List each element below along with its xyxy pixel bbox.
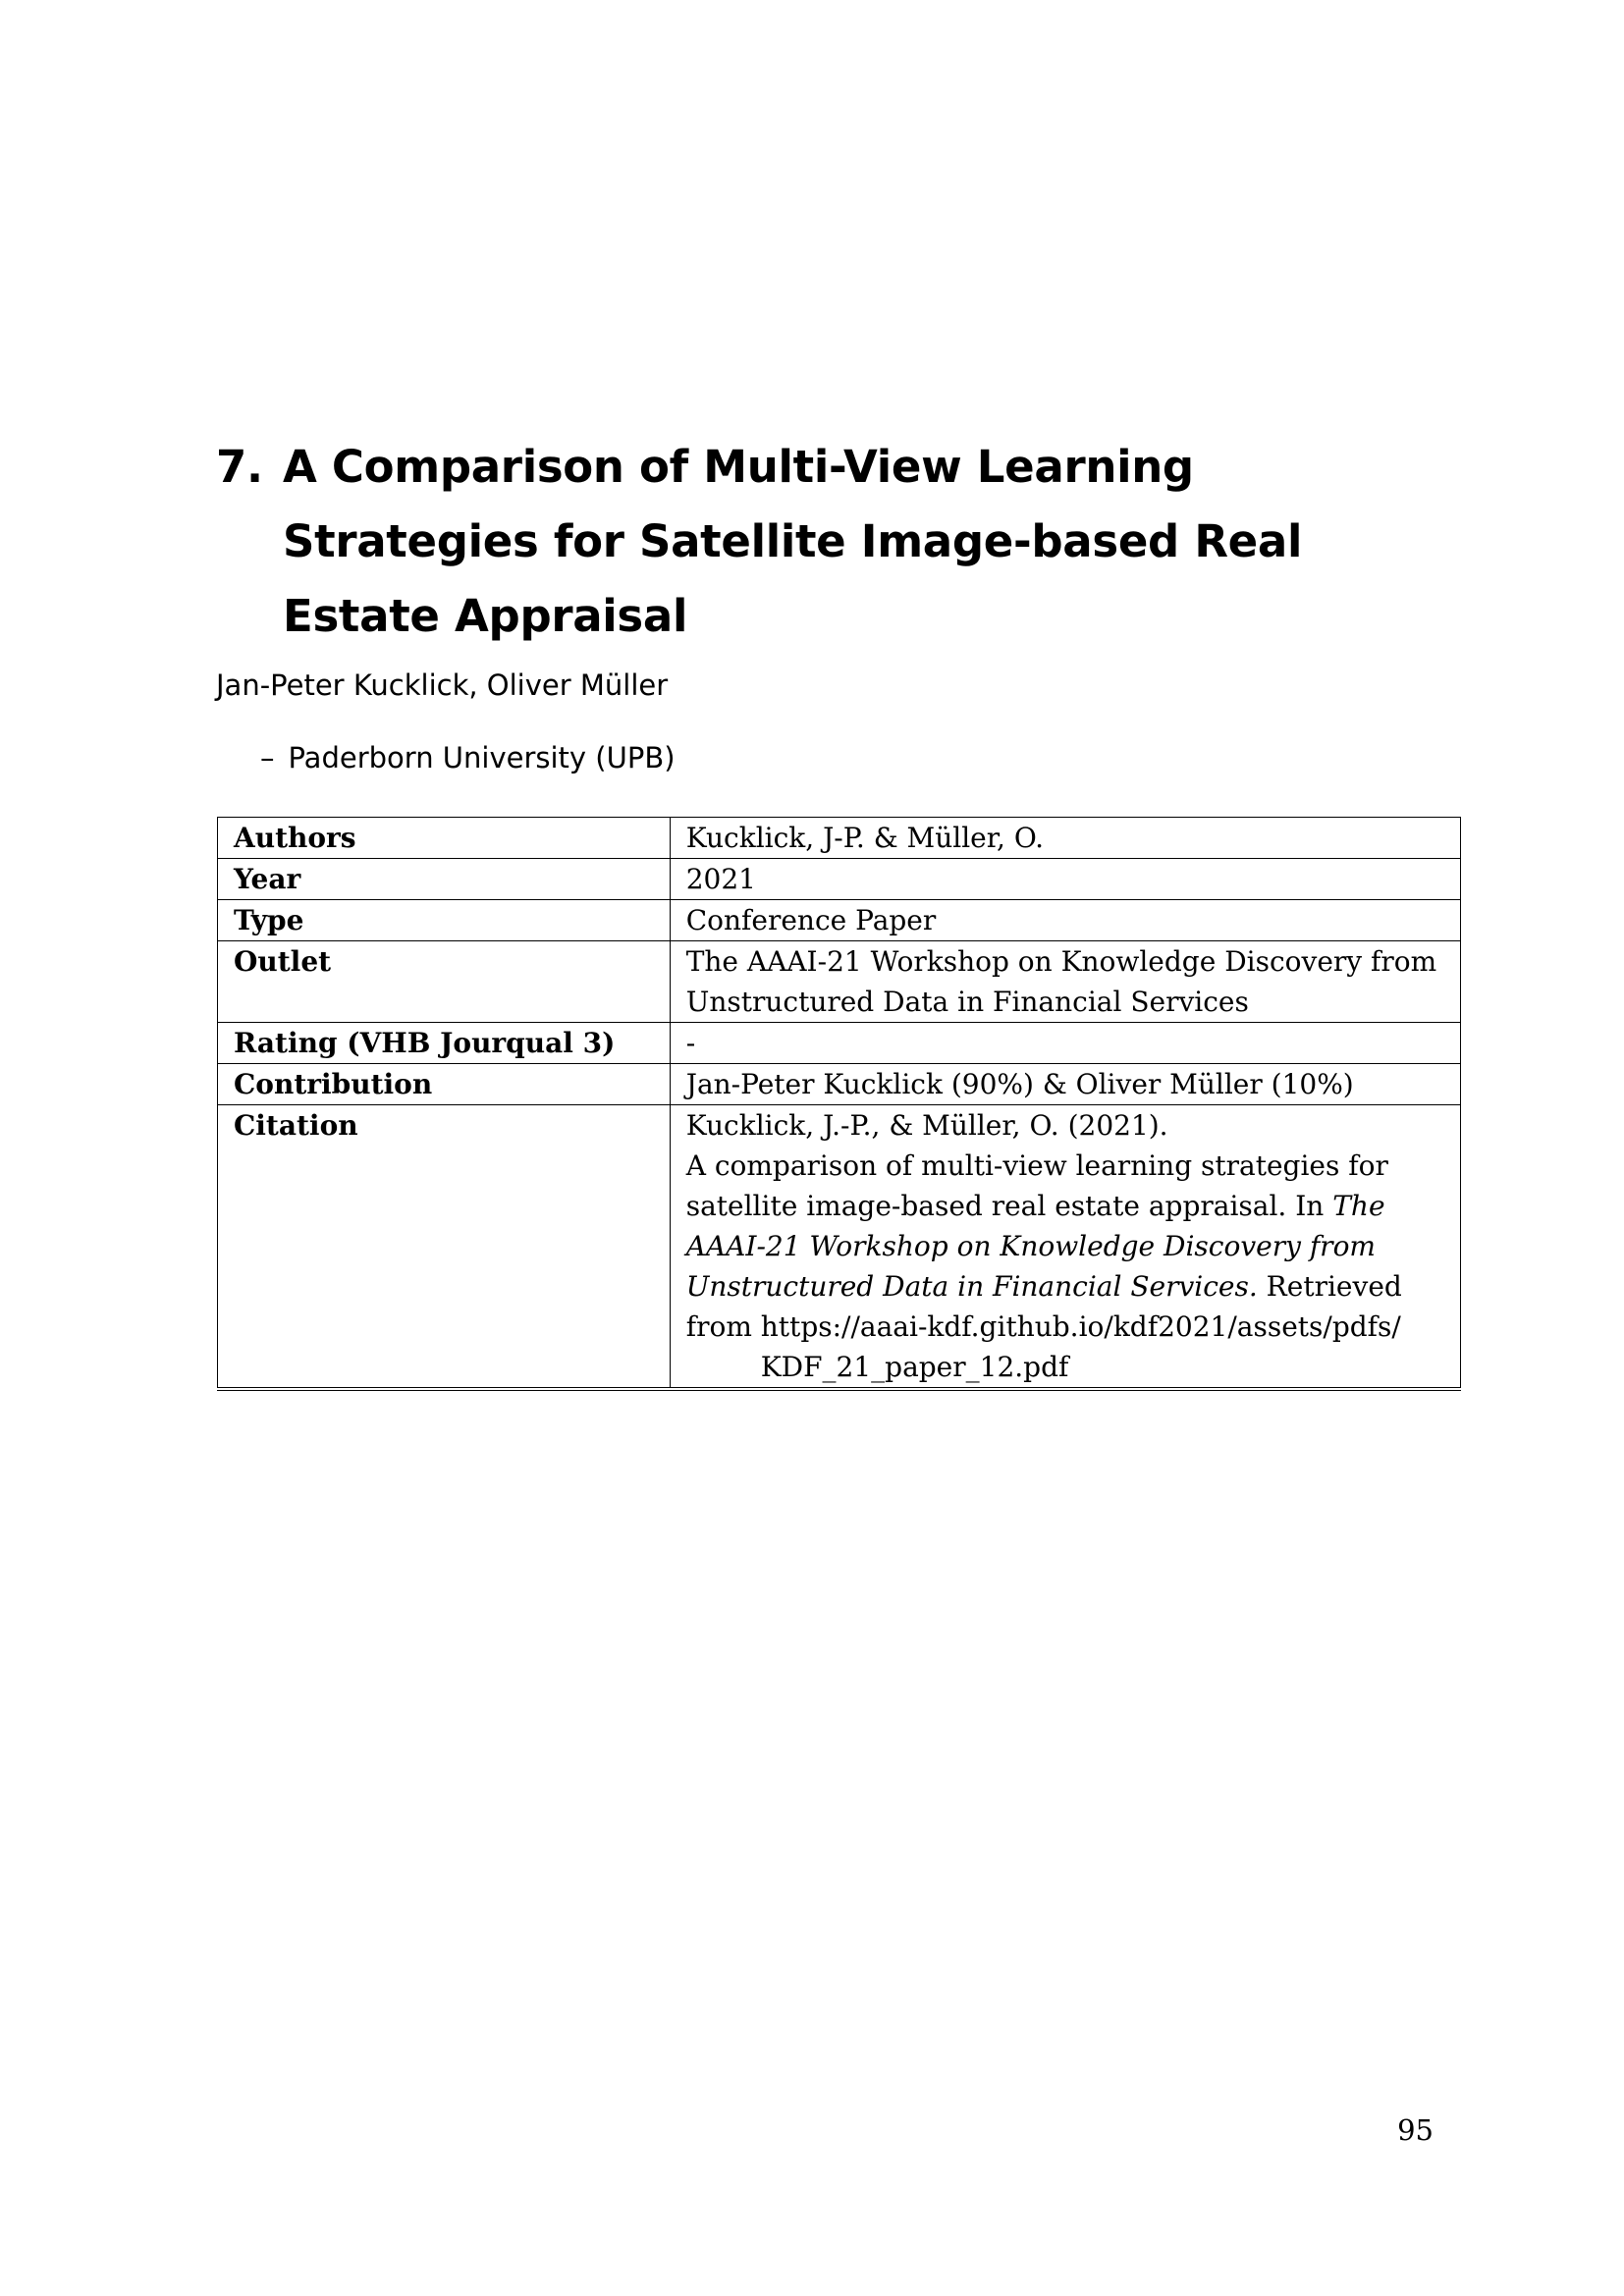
row-key: Rating (VHB Jourqual 3) [218, 1023, 671, 1064]
row-key: Year [218, 859, 671, 900]
citation-line-1: Kucklick, J.-P., & Müller, O. (2021). [685, 1109, 1168, 1142]
chapter-number: 7. [216, 441, 263, 493]
row-key: Outlet [218, 941, 671, 1023]
publication-info-table [217, 817, 1461, 1391]
row-key: Citation [218, 1105, 671, 1390]
table-row-authors [218, 818, 1461, 859]
row-value: The AAAI-21 Workshop on Knowledge Discovery from Unstructured Data in Financial Services [670, 941, 1460, 1023]
row-key: Type [218, 900, 671, 941]
page-number: 95 [1397, 2113, 1434, 2147]
table-row-rating [218, 1023, 1461, 1064]
row-value: - [670, 1023, 1460, 1064]
author-names: Jan-Peter Kucklick, Oliver Müller [216, 668, 669, 702]
affiliation [260, 740, 676, 775]
table-row-type [218, 900, 1461, 941]
citation-url-end: KDF_21_paper_12.pdf [760, 1351, 1069, 1383]
chapter-title-text: A Comparison of Multi-View Learning Strategies for Satellite Image-based Real Estate Appraisal [283, 441, 1303, 642]
citation-retrieved: Retrieved from https://aaai-kdf.github.io/kdf2021/assets/pdfs/ [685, 1270, 1402, 1343]
citation-body: A comparison of multi-view learning strategies for satellite image-based real estate appraisal. In [685, 1149, 1388, 1222]
citation-value [670, 1105, 1460, 1390]
table-row-citation [218, 1105, 1461, 1390]
affiliation-text: Paderborn University (UPB) [288, 741, 676, 774]
row-value: Jan-Peter Kucklick (90%) & Oliver Müller (10%) [670, 1064, 1460, 1105]
row-value: Conference Paper [670, 900, 1460, 941]
row-value: 2021 [670, 859, 1460, 900]
row-key: Contribution [218, 1064, 671, 1105]
table-row-year [218, 859, 1461, 900]
table-row-outlet [218, 941, 1461, 1023]
citation-venue: The AAAI-21 Workshop on Knowledge Discovery from Unstructured Data in Financial Services. [685, 1190, 1385, 1303]
row-value: Kucklick, J-P. & Müller, O. [670, 818, 1460, 859]
row-key: Authors [218, 818, 671, 859]
chapter-title [216, 430, 1453, 654]
affiliation-dash: – [260, 741, 275, 774]
table-row-contribution [218, 1064, 1461, 1105]
